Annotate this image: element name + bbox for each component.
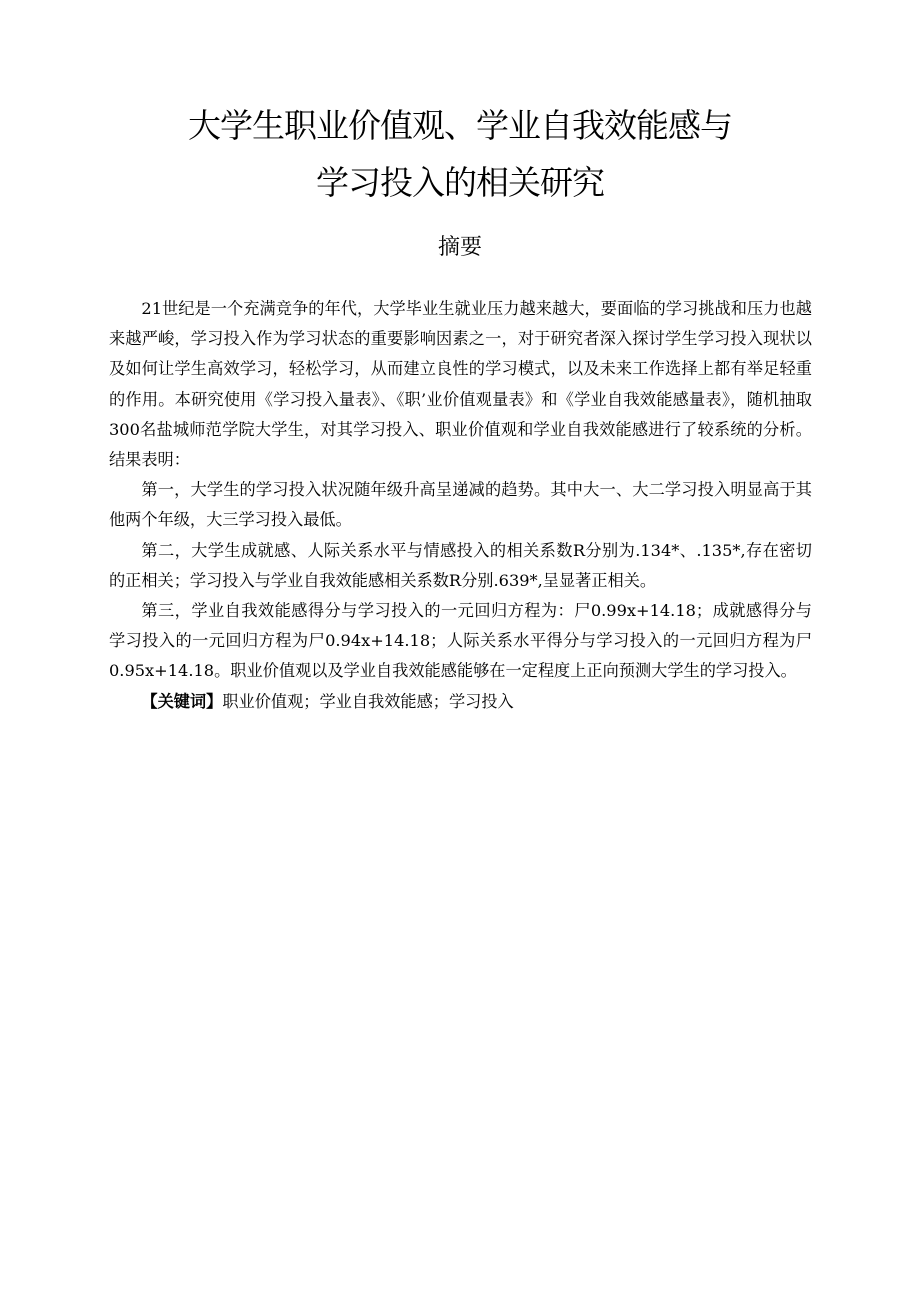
abstract-paragraph-first: 第一，大学生的学习投入状况随年级升高呈递减的趋势。其中大一、大二学习投入明显高于其他两个年级，大三学习投入最低。 [109,480,812,530]
keywords-label: 【关键词】 [141,691,223,711]
abstract-body [109,294,812,717]
keywords-text: 职业价值观；学业自我效能感；学习投入 [222,691,514,711]
abstract-paragraph-third: 第三，学业自我效能感得分与学习投入的一元回归方程为：尸0.99x+14.18；成就感得分与学习投入的一元回归方程为尸0.94x+14.18；人际关系水平得分与学习投入的一元回归方程为尸0.95x+14.18。职业价值观以及学业自我效能感能够在一定程度上正向预测大学生的学习投入。 [109,601,812,681]
abstract-paragraph-second: 第二，大学生成就感、人际关系水平与情感投入的相关系数R分别为.134*、.135*,存在密切的正相关；学习投入与学业自我效能感相关系数R分别.639*,呈显著正相关。 [109,540,812,590]
paper-title-line-1: 大学生职业价值观、学业自我效能感与 [188,106,732,145]
keywords-line [109,687,812,717]
abstract-heading: 摘要 [437,235,482,260]
paper-title-line-2: 学习投入的相关研究 [316,163,604,202]
abstract-paragraph-intro: 21世纪是一个充满竞争的年代，大学毕业生就业压力越来越大，要面临的学习挑战和压力也越来越严峻，学习投入作为学习状态的重要影响因素之一，对于研究者深入探讨学生学习投入现状以及如何让学生高效学习，轻松学习，从而建立良性的学习模式，以及未来工作选择上都有举足轻重的作用。本研究使用《学习投入量表》、《职’业价值观量表》和《学业自我效能感量表》，随机抽取300名盐城师范学院大学生，对其学习投入、职业价值观和学业自我效能感进行了较系统的分析。结果表明： [109,299,812,470]
